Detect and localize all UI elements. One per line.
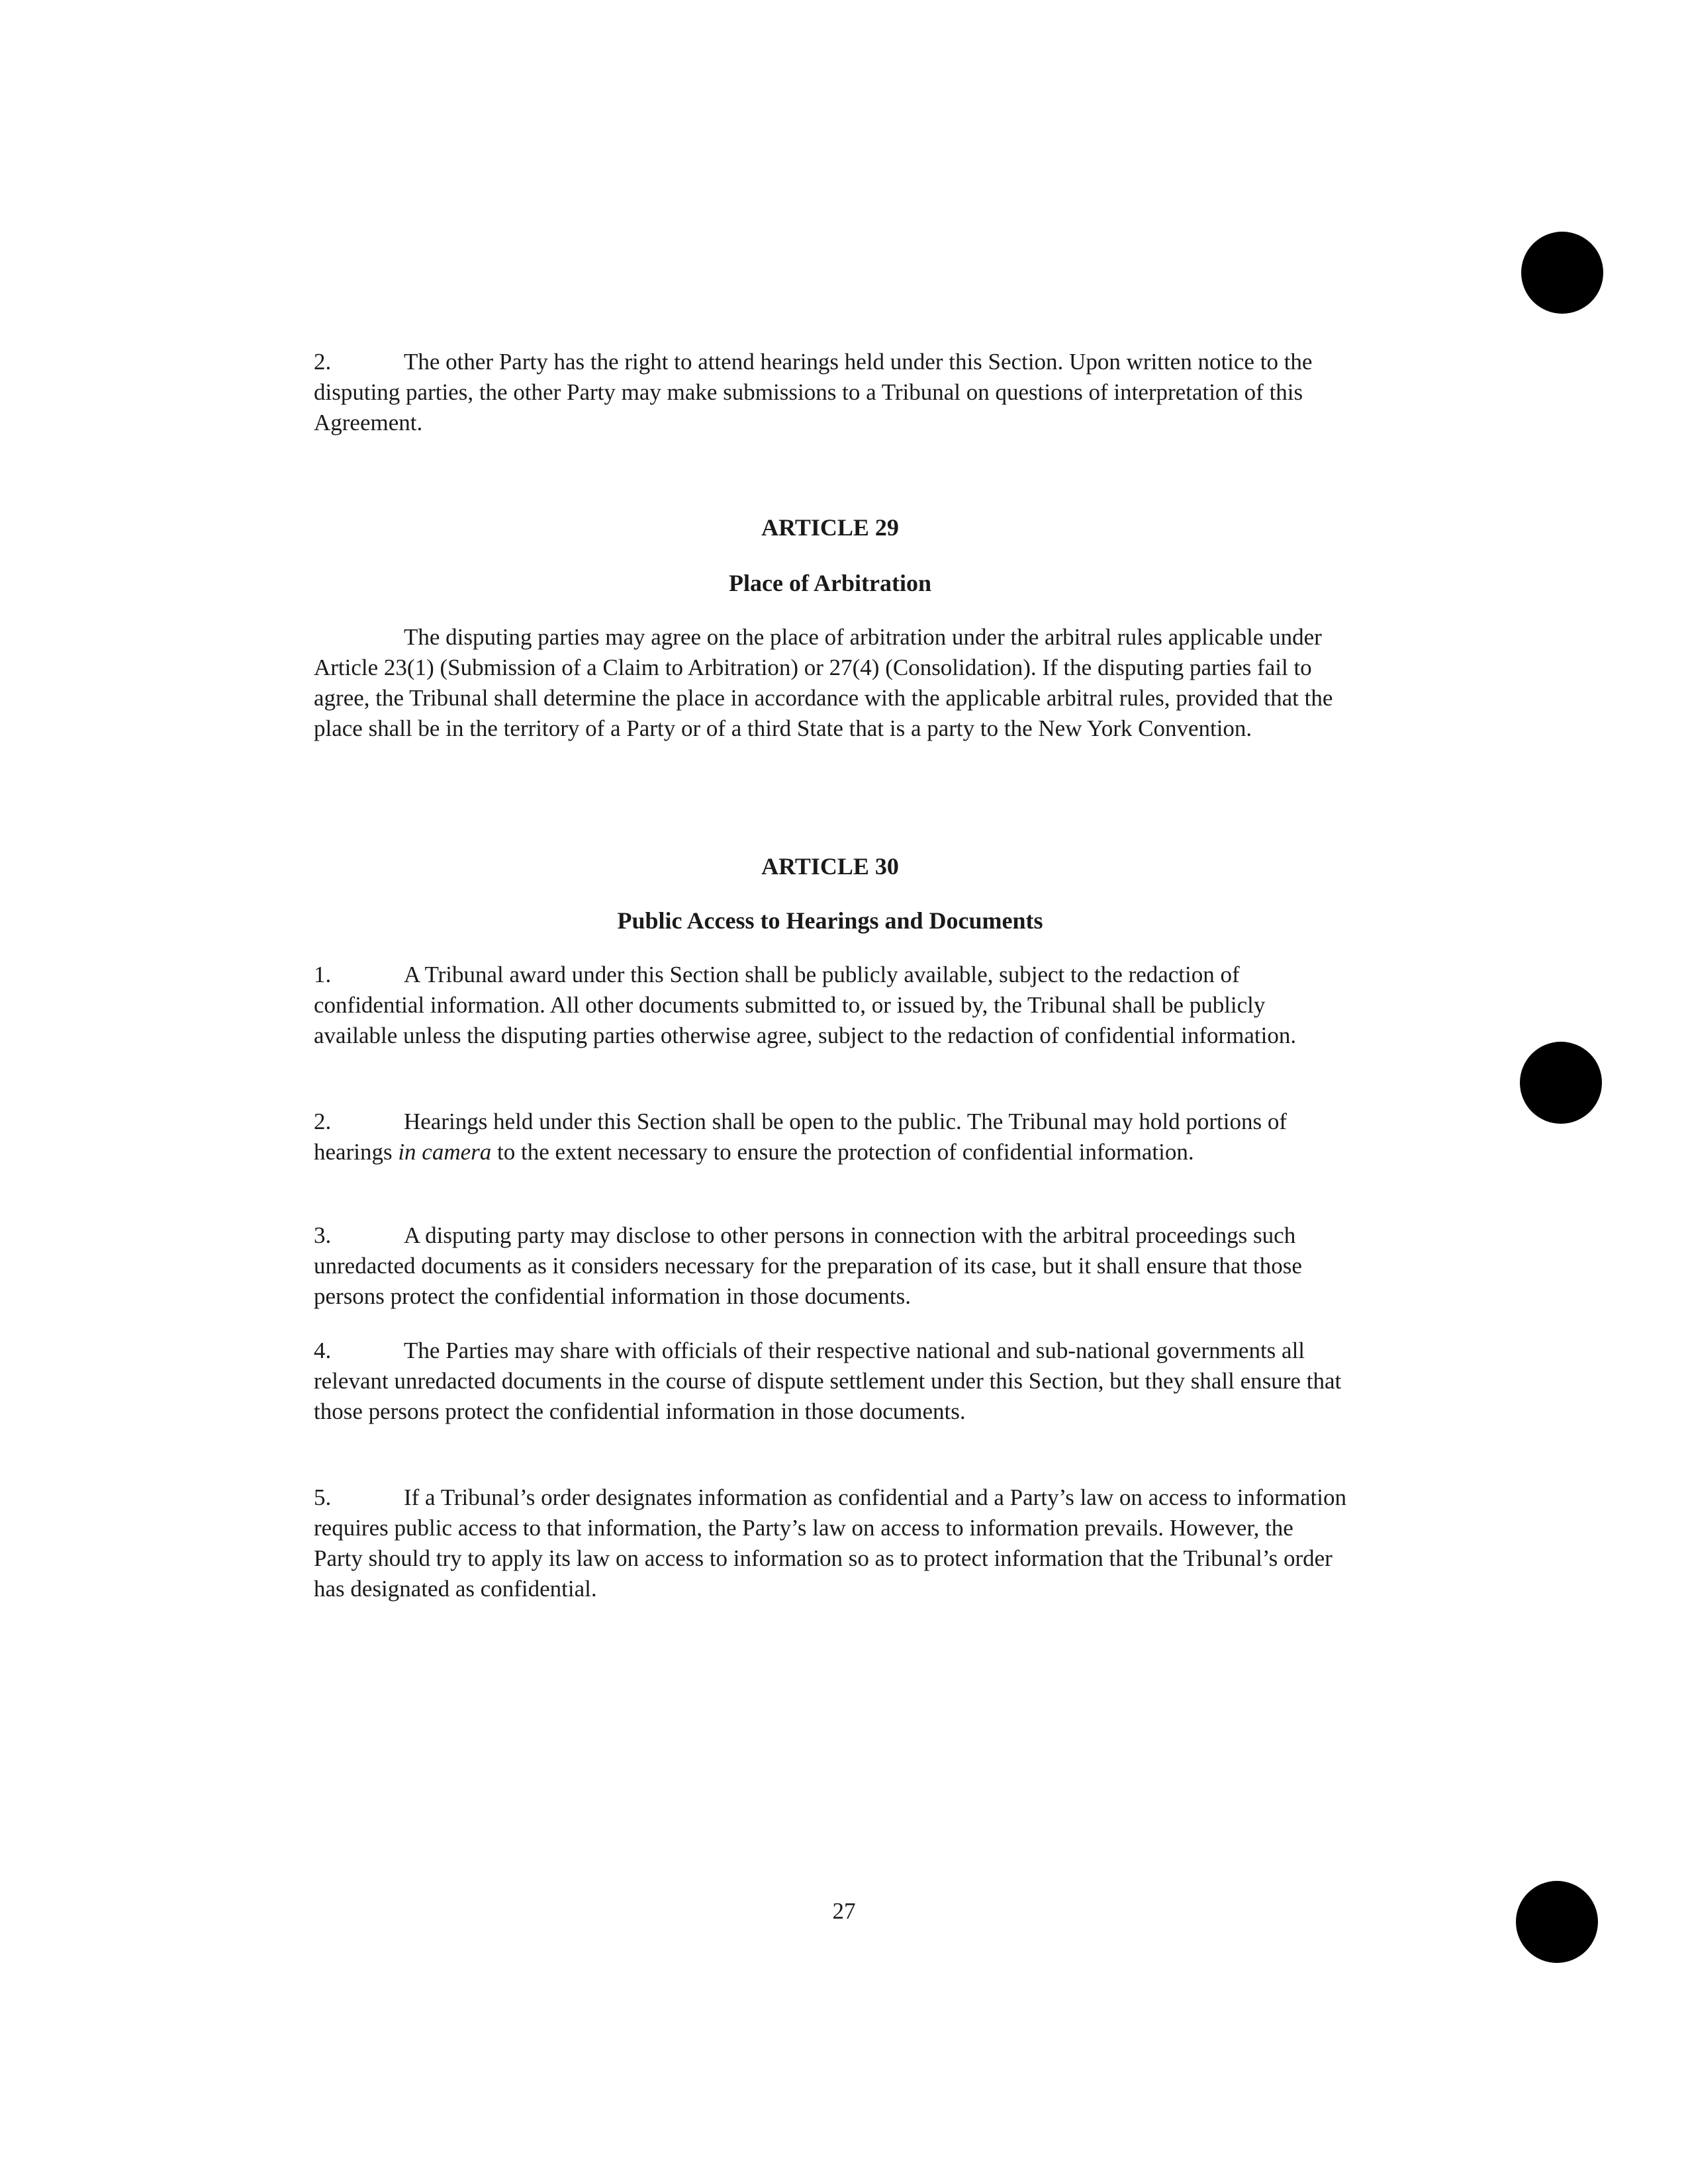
intro-paragraph [314, 347, 1346, 438]
paragraph-text: The Parties may share with officials of their respective national and sub-national governments all relevant unredacted documents in the course of dispute settlement under this Section, but they shall ensure that those persons protect the confidential information in those documents. [314, 1338, 1342, 1424]
paragraph-text: The other Party has the right to attend hearings held under this Section. Upon written notice to the disputing parties, the other Party may make submissions to a Tribunal on questions of interpretation of this Agreement. [314, 349, 1313, 435]
page-number: 27 [832, 1898, 856, 1924]
paragraph-number: 4. [314, 1338, 332, 1363]
paragraph-text-cont: to the extent necessary to ensure the protection of confidential information. [491, 1139, 1194, 1165]
paragraph-number: 1. [314, 962, 332, 987]
article-30-heading: ARTICLE 30 [761, 853, 899, 880]
article-30-paragraph-2 [314, 1107, 1346, 1167]
paragraph-text: A disputing party may disclose to other persons in connection with the arbitral proceedings such unredacted documents as it considers necessary for the preparation of its case, but it shall ensure that those persons protect the confidential information in those documents. [314, 1222, 1302, 1309]
paragraph-number: 5. [314, 1484, 332, 1510]
article-30-paragraph-3 [314, 1220, 1346, 1312]
italic-term: in camera [398, 1139, 492, 1165]
paragraph-text: The disputing parties may agree on the place of arbitration under the arbitral rules applicable under Article 23(1) (Submission of a Claim to Arbitration) or 27(4) (Consolidation). If the disputing parties fail to agree, the Tribunal shall determine the place in accordance with the applicable arbitral rules, provided that the place shall be in the territory of a Party or of a third State that is a party to the New York Convention. [314, 624, 1333, 741]
article-30-paragraph-5 [314, 1482, 1346, 1604]
paragraph-text: Hearings held under this Section shall be open to the public. The Tribunal may hold portions of hearings [314, 1109, 1288, 1165]
article-30-paragraph-4 [314, 1336, 1346, 1427]
article-29-body [314, 622, 1346, 744]
paragraph-number: 2. [314, 1109, 332, 1134]
paragraph-text: If a Tribunal’s order designates information as confidential and a Party’s law on access to information requires public access to that information, the Party’s law on access to information prevails. However, the Party should try to apply its law on access to information so as to protect information that the Tribunal’s order has designated as confidential. [314, 1484, 1346, 1602]
paragraph-number: 3. [314, 1222, 332, 1248]
punch-hole-middle [1520, 1042, 1602, 1124]
article-30-paragraph-1 [314, 960, 1346, 1051]
article-29-title: Place of Arbitration [729, 570, 931, 596]
article-30-title: Public Access to Hearings and Documents [617, 907, 1043, 934]
punch-hole-top [1521, 232, 1603, 314]
paragraph-text: A Tribunal award under this Section shall be publicly available, subject to the redaction of confidential information. All other documents submitted to, or issued by, the Tribunal shall be publicly available unless the disputing parties otherwise agree, subject to the redaction of confidential information. [314, 962, 1297, 1048]
paragraph-number: 2. [314, 349, 332, 375]
article-29-heading: ARTICLE 29 [761, 514, 899, 541]
